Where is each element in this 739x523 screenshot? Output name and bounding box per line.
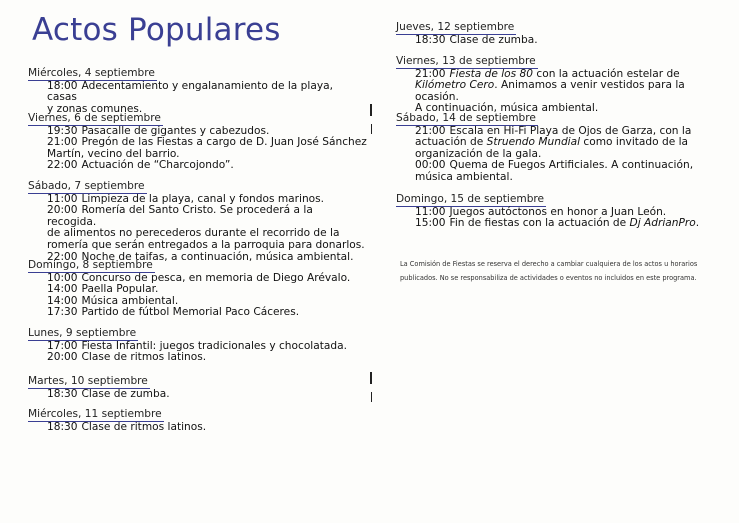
day-date: Domingo, 8 septiembre: [28, 259, 153, 271]
fold-mark: [371, 392, 372, 402]
day-date: Sábado, 7 septiembre: [28, 180, 145, 192]
day-date: Viernes, 6 de septiembre: [28, 112, 161, 124]
event-item: 14:00 Música ambiental.: [47, 294, 179, 307]
day-date: Lunes, 9 septiembre: [28, 327, 137, 339]
event-item: 22:00 Actuación de “Charcojondo”.: [47, 159, 234, 172]
page-title: Actos Populares: [32, 12, 281, 48]
event-item: 11:00 Juegos autóctonos en honor a Juan León.: [415, 205, 667, 218]
day-block-wed-11: [28, 409, 363, 433]
event-item: 21:00 Pregón de las Fiestas a cargo de D. Juan José Sánchez: [47, 136, 367, 149]
event-item: 21:00 Fiesta de los 80 con la actuación estelar de Kilómetro Cero. Animamos a venir vestidos para la ocasión.: [415, 67, 689, 103]
event-continuation: y zonas comunes.: [47, 102, 143, 115]
event-item: 18:00 Adecentamiento y engalanamiento de la playa, casas: [47, 79, 337, 104]
event-item: 21:00 Escala en Hi-Fi Playa de Ojos de Garza, con la actuación de Struendo Mundial como invitado de la organización de la gala.: [415, 124, 695, 160]
day-date: Miércoles, 4 septiembre: [28, 67, 155, 79]
event-item: 11:00 Limpieza de la playa, canal y fondos marinos.: [47, 192, 325, 205]
event-item: 10:00 Concurso de pesca, en memoria de Diego Arévalo.: [47, 271, 351, 284]
event-item: 17:00 Fiesta Infantil: juegos tradicionales y chocolatada.: [47, 339, 347, 352]
event-item: 20:00 Romería del Santo Cristo. Se procederá a la recogida.: [47, 204, 317, 228]
event-item: 22:00 Noche de taifas, a continuación, música ambiental.: [47, 250, 354, 263]
fold-mark: [370, 104, 372, 116]
event-continuation: de alimentos no perecederos durante el recorrido de la romería que serán entregados a la parroquia para donarlos.: [47, 227, 365, 251]
day-date: Viernes, 13 de septiembre: [396, 55, 536, 67]
day-block-sun-15: [396, 194, 722, 230]
disclaimer-note: La Comisión de Fiestas se reserva el derecho a cambiar cualquiera de los actos u horarios publicados. No se responsabiliza de actividades o eventos no incluidos en este programa.: [400, 260, 698, 282]
day-block-fri-6: [28, 113, 368, 172]
day-date: Domingo, 15 de septiembre: [396, 193, 545, 205]
day-date: Martes, 10 septiembre: [28, 375, 148, 387]
day-block-fri-13: [396, 56, 722, 115]
day-date: Sábado, 14 de septiembre: [396, 112, 536, 124]
day-block-tue-10: [28, 376, 363, 400]
event-item: 15:00 Fin de fiestas con la actuación de Dj AdrianPro.: [415, 217, 700, 230]
day-block-thu-12: [396, 22, 726, 46]
event-item: 18:30 Clase de zumba.: [415, 33, 538, 46]
event-item: 20:00 Clase de ritmos latinos.: [47, 351, 207, 364]
day-date: Jueves, 12 septiembre: [396, 21, 515, 33]
event-item: 00:00 Quema de Fuegos Artificiales. A continuación, música ambiental.: [415, 159, 697, 183]
day-block-sun-8: [28, 260, 363, 319]
event-item: 19:30 Pasacalle de gigantes y cabezudos.: [47, 124, 270, 137]
fold-mark: [371, 124, 372, 134]
event-item: 17:30 Partido de fútbol Memorial Paco Cáceres.: [47, 306, 300, 319]
event-continuation: Martín, vecino del barrio.: [47, 147, 180, 160]
event-item: 18:30 Clase de ritmos latinos.: [47, 420, 207, 433]
day-block-sat-7: [28, 181, 363, 263]
event-item: 18:30 Clase de zumba.: [47, 387, 170, 400]
day-block-sat-14: [396, 113, 722, 184]
day-block-mon-9: [28, 328, 363, 364]
event-item: 14:00 Paella Popular.: [47, 283, 159, 296]
day-block-wed-4: [28, 68, 363, 115]
event-continuation: A continuación, música ambiental.: [415, 102, 599, 115]
day-date: Miércoles, 11 septiembre: [28, 408, 162, 420]
fold-mark: [370, 372, 372, 384]
